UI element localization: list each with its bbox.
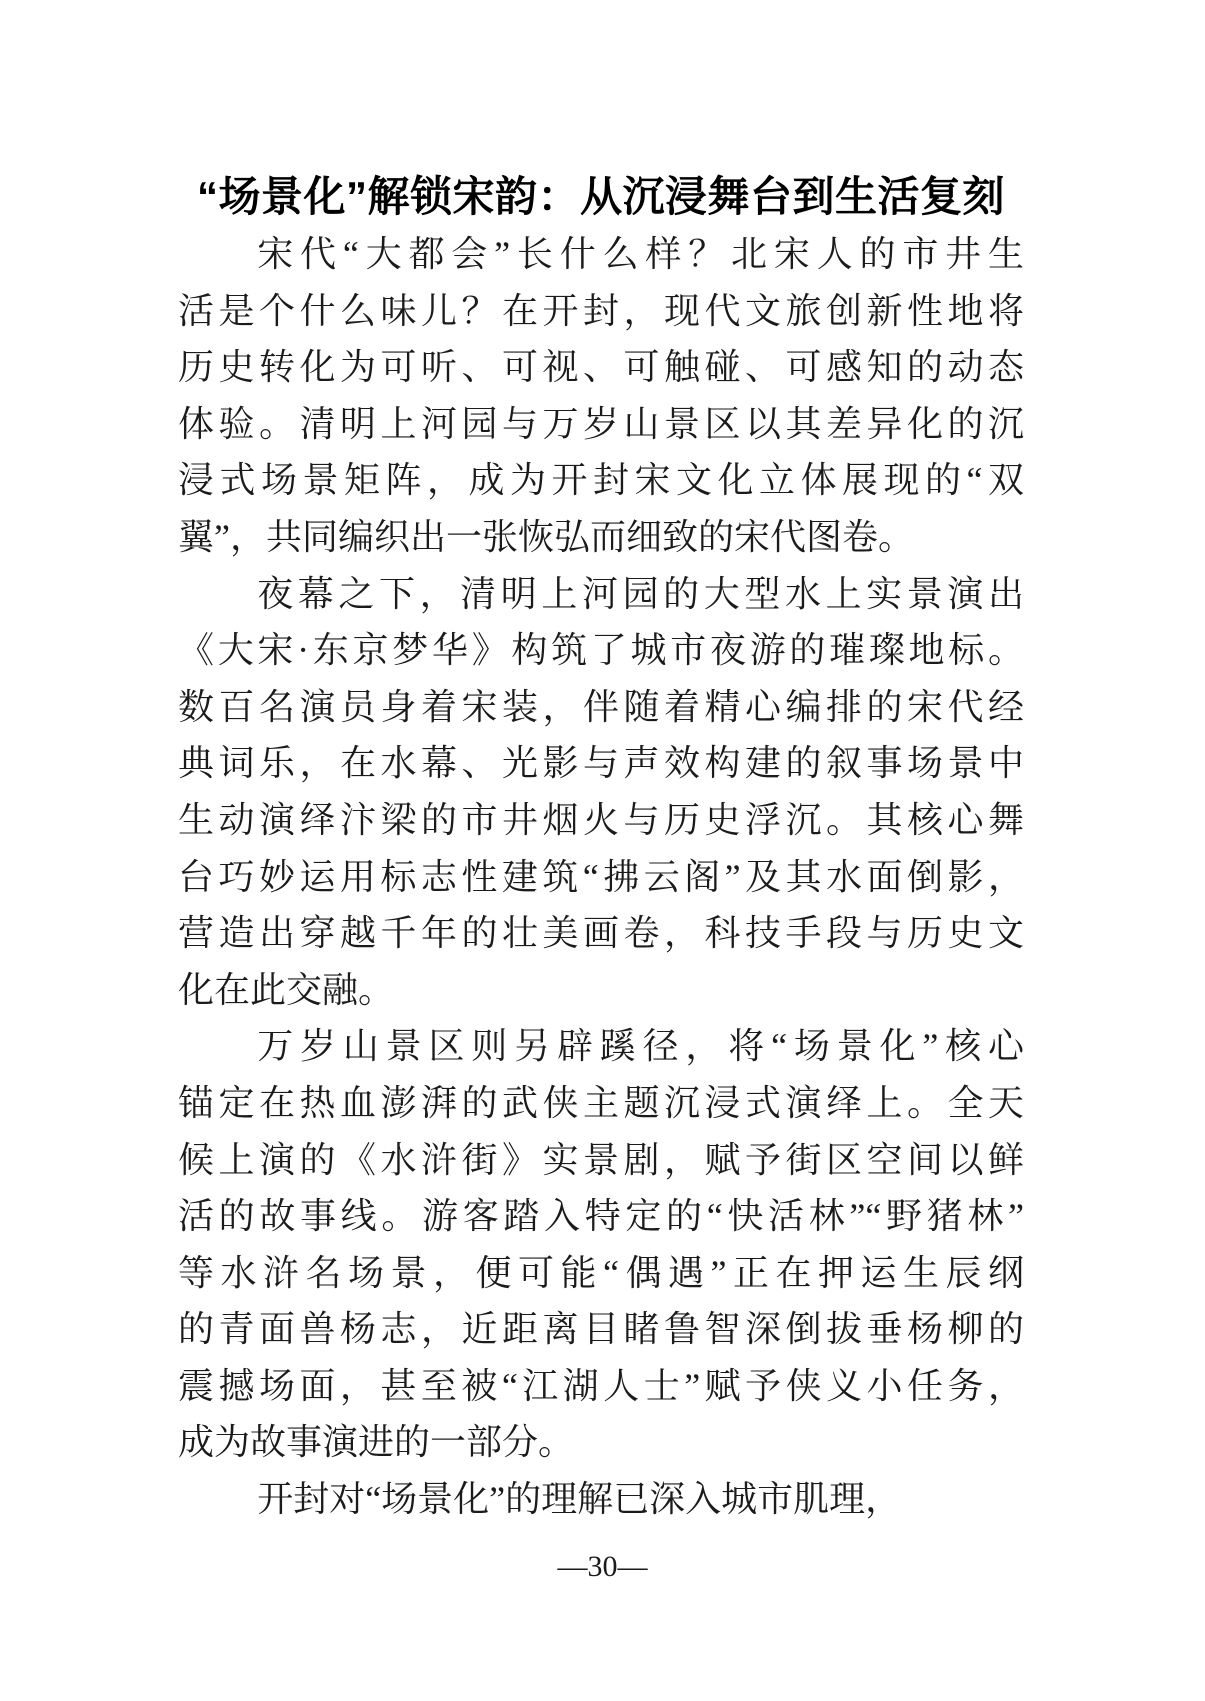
text-line: 等水浒名场景，便可能“偶遇”正在押运生辰纲 (178, 1252, 1024, 1293)
text-line: 成为故事演进的一部分。 (178, 1422, 575, 1463)
text-line: 万岁山景区则另辟蹊径，将“场景化”核心 (257, 1026, 1024, 1067)
paragraph (178, 566, 1024, 1019)
text-line: 历史转化为可听、可视、可触碰、可感知的动态 (178, 347, 1024, 388)
text-line: 活是个什么味儿？在开封，现代文旅创新性地将 (178, 290, 1024, 331)
text-line: 夜幕之下，清明上河园的大型水上实景演出 (257, 573, 1024, 614)
text-line: 体验。清明上河园与万岁山景区以其差异化的沉 (178, 403, 1024, 444)
text-line: 典词乐，在水幕、光影与声效构建的叙事场景中 (178, 743, 1024, 784)
document-title: “场景化”解锁宋韵：从沉浸舞台到生活复刻 (196, 173, 1005, 220)
text-block (178, 168, 1024, 1528)
text-line: 活的故事线。游客踏入特定的“快活林”“野猪林” (178, 1196, 1024, 1237)
text-line: 候上演的《水浒街》实景剧，赋予街区空间以鲜 (178, 1139, 1024, 1180)
text-line: 锚定在热血澎湃的武侠主题沉浸式演绎上。全天 (178, 1082, 1024, 1123)
text-line: 《大宋·东京梦华》构筑了城市夜游的璀璨地标。 (178, 630, 1024, 671)
text-line: 浸式场景矩阵，成为开封宋文化立体展现的“双 (178, 460, 1024, 501)
text-line: 开封对“场景化”的理解已深入城市肌理， (257, 1479, 902, 1520)
paragraph (178, 1018, 1024, 1471)
text-line: 营造出穿越千年的壮美画卷，科技手段与历史文 (178, 913, 1024, 954)
text-line: 震撼场面，甚至被“江湖人士”赋予侠义小任务， (178, 1365, 1024, 1406)
paragraph (178, 226, 1024, 566)
page-number: —30— (557, 1550, 648, 1583)
text-line: 生动演绎汴梁的市井烟火与历史浮沉。其核心舞 (178, 799, 1024, 840)
text-line: 宋代“大都会”长什么样？北宋人的市井生 (257, 234, 1024, 274)
text-line: 的青面兽杨志，近距离目睹鲁智深倒拔垂杨柳的 (178, 1309, 1024, 1350)
text-line: 台巧妙运用标志性建筑“拂云阁”及其水面倒影， (178, 856, 1024, 897)
text-line: 翼”，共同编织出一张恢弘而细致的宋代图卷。 (178, 516, 914, 557)
text-line: 化在此交融。 (178, 969, 395, 1010)
text-line: 数百名演员身着宋装，伴随着精心编排的宋代经 (178, 686, 1024, 727)
paragraph (178, 1471, 1024, 1528)
